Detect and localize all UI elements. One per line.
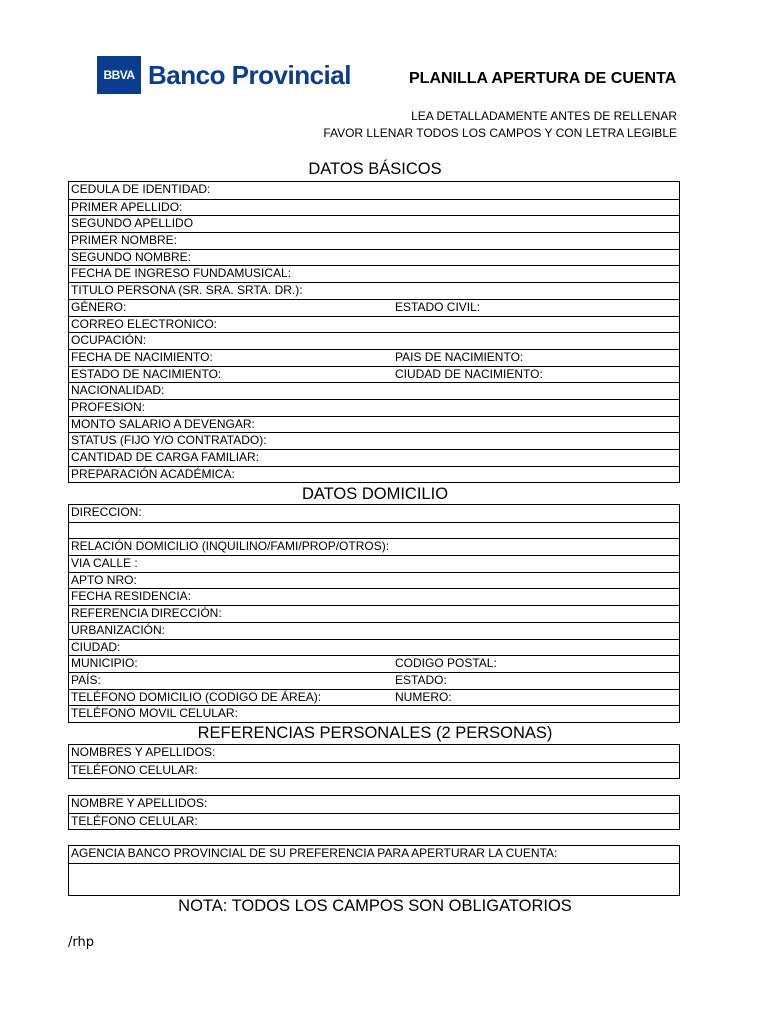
field-label: APTO NRO:: [71, 572, 137, 587]
form-row[interactable]: [69, 622, 679, 639]
field-label: CIUDAD DE NACIMIENTO:: [395, 366, 543, 381]
field-label: PRIMER NOMBRE:: [71, 233, 178, 248]
field-label: PRIMER APELLIDO:: [71, 199, 183, 214]
form-row[interactable]: [69, 655, 679, 672]
field-label: TELÉFONO DOMICILIO (CODIGO DE ÁREA):: [71, 689, 322, 704]
form-row[interactable]: [69, 282, 679, 299]
form-row[interactable]: [69, 249, 679, 266]
field-label: CORREO ELECTRONICO:: [71, 316, 218, 331]
form-row[interactable]: [69, 505, 679, 522]
instruction-read: LEA DETALLADAMENTE ANTES DE RELLENAR: [411, 109, 677, 123]
form-title: PLANILLA APERTURA DE CUENTA: [409, 70, 677, 87]
field-label: AGENCIA BANCO PROVINCIAL DE SU PREFERENCIA PARA APERTURAR LA CUENTA:: [71, 846, 558, 860]
form-row[interactable]: [69, 705, 679, 722]
bbva-logo-mark: BBVA: [97, 56, 141, 94]
field-label: PROFESION:: [71, 399, 146, 414]
field-label: MUNICIPIO:: [71, 656, 138, 671]
field-label: ESTADO CIVIL:: [395, 299, 481, 314]
form-row[interactable]: [69, 416, 679, 433]
field-label: FECHA DE NACIMIENTO:: [71, 349, 213, 364]
form-row[interactable]: [69, 332, 679, 349]
field-label: NOMBRES Y APELLIDOS:: [71, 745, 216, 759]
field-label: PAIS DE NACIMIENTO:: [395, 349, 524, 364]
field-label: TELÉFONO CELULAR:: [71, 762, 198, 777]
field-label: NUMERO:: [395, 689, 452, 704]
form-row[interactable]: [69, 796, 679, 813]
table-domicilio: [68, 504, 680, 723]
table-agencia: [68, 845, 680, 896]
author-initials: /rhp: [68, 935, 94, 950]
form-row[interactable]: [69, 639, 679, 656]
field-label: SEGUNDO NOMBRE:: [71, 249, 192, 264]
form-row[interactable]: [69, 605, 679, 622]
form-row[interactable]: [69, 555, 679, 572]
field-label: TITULO PERSONA (SR. SRA. SRTA. DR.):: [71, 283, 303, 298]
field-label: REFERENCIA DIRECCIÓN:: [71, 606, 222, 621]
table-referencia-1: [68, 744, 680, 779]
form-row[interactable]: [69, 538, 679, 555]
form-row[interactable]: [69, 366, 679, 383]
bank-logo: [97, 56, 351, 94]
agencia-input-area[interactable]: [69, 863, 679, 895]
form-row[interactable]: [69, 522, 679, 539]
form-row[interactable]: [69, 382, 679, 399]
field-label: NACIONALIDAD:: [71, 383, 165, 398]
form-row[interactable]: [69, 349, 679, 366]
instruction-fill: FAVOR LLENAR TODOS LOS CAMPOS Y CON LETRA LEGIBLE: [323, 126, 677, 140]
field-label: CEDULA DE IDENTIDAD:: [71, 182, 211, 196]
table-referencia-2: [68, 795, 680, 830]
form-row: [69, 846, 679, 863]
field-label: PREPARACIÓN ACADÉMICA:: [71, 466, 235, 481]
field-label: FECHA RESIDENCIA:: [71, 589, 192, 604]
table-basicos: [68, 181, 680, 483]
field-label: VIA CALLE :: [71, 556, 138, 571]
mandatory-note: NOTA: TODOS LOS CAMPOS SON OBLIGATORIOS: [178, 897, 572, 915]
form-row[interactable]: [69, 672, 679, 689]
form-row[interactable]: [69, 265, 679, 282]
field-label: CIUDAD:: [71, 639, 121, 654]
field-label: FECHA DE INGRESO FUNDAMUSICAL:: [71, 266, 292, 281]
field-label: TELÉFONO CELULAR:: [71, 813, 198, 828]
form-row[interactable]: [69, 762, 679, 779]
form-row[interactable]: [69, 449, 679, 466]
form-row[interactable]: [69, 399, 679, 416]
field-label: URBANIZACIÓN:: [71, 622, 166, 637]
form-row[interactable]: [69, 199, 679, 216]
form-row[interactable]: [69, 316, 679, 333]
field-label: TELÉFONO MOVIL CELULAR:: [71, 706, 238, 721]
form-row[interactable]: [69, 182, 679, 199]
form-row[interactable]: [69, 689, 679, 706]
field-label: NOMBRE Y APELLIDOS:: [71, 796, 208, 810]
bank-name: Banco Provincial: [148, 59, 351, 90]
field-label: OCUPACIÓN:: [71, 333, 147, 348]
field-label: STATUS (FIJO Y/O CONTRATADO):: [71, 433, 267, 448]
form-row[interactable]: [69, 432, 679, 449]
form-row[interactable]: [69, 215, 679, 232]
field-label: PAÍS:: [71, 672, 101, 687]
section-title-referencias: REFERENCIAS PERSONALES (2 PERSONAS): [197, 724, 553, 742]
field-label: ESTADO:: [395, 672, 447, 687]
field-label: DIRECCION:: [71, 505, 142, 519]
field-label: SEGUNDO APELLIDO: [71, 216, 194, 231]
form-row[interactable]: [69, 232, 679, 249]
form-row[interactable]: [69, 588, 679, 605]
field-label: RELACIÓN DOMICILIO (INQUILINO/FAMI/PROP/OTROS):: [71, 539, 390, 554]
form-row[interactable]: [69, 813, 679, 830]
form-row[interactable]: [69, 299, 679, 316]
section-title-basicos: DATOS BÁSICOS: [308, 160, 442, 178]
field-label: GÉNERO:: [71, 299, 127, 314]
form-row[interactable]: [69, 745, 679, 762]
field-label: ESTADO DE NACIMIENTO:: [71, 366, 222, 381]
form-row[interactable]: [69, 466, 679, 483]
field-label: MONTO SALARIO A DEVENGAR:: [71, 416, 255, 431]
section-title-domicilio: DATOS DOMICILIO: [301, 485, 449, 503]
form-row[interactable]: [69, 572, 679, 589]
field-label: CANTIDAD DE CARGA FAMILIAR:: [71, 450, 260, 464]
field-label: CODIGO POSTAL:: [395, 656, 497, 671]
